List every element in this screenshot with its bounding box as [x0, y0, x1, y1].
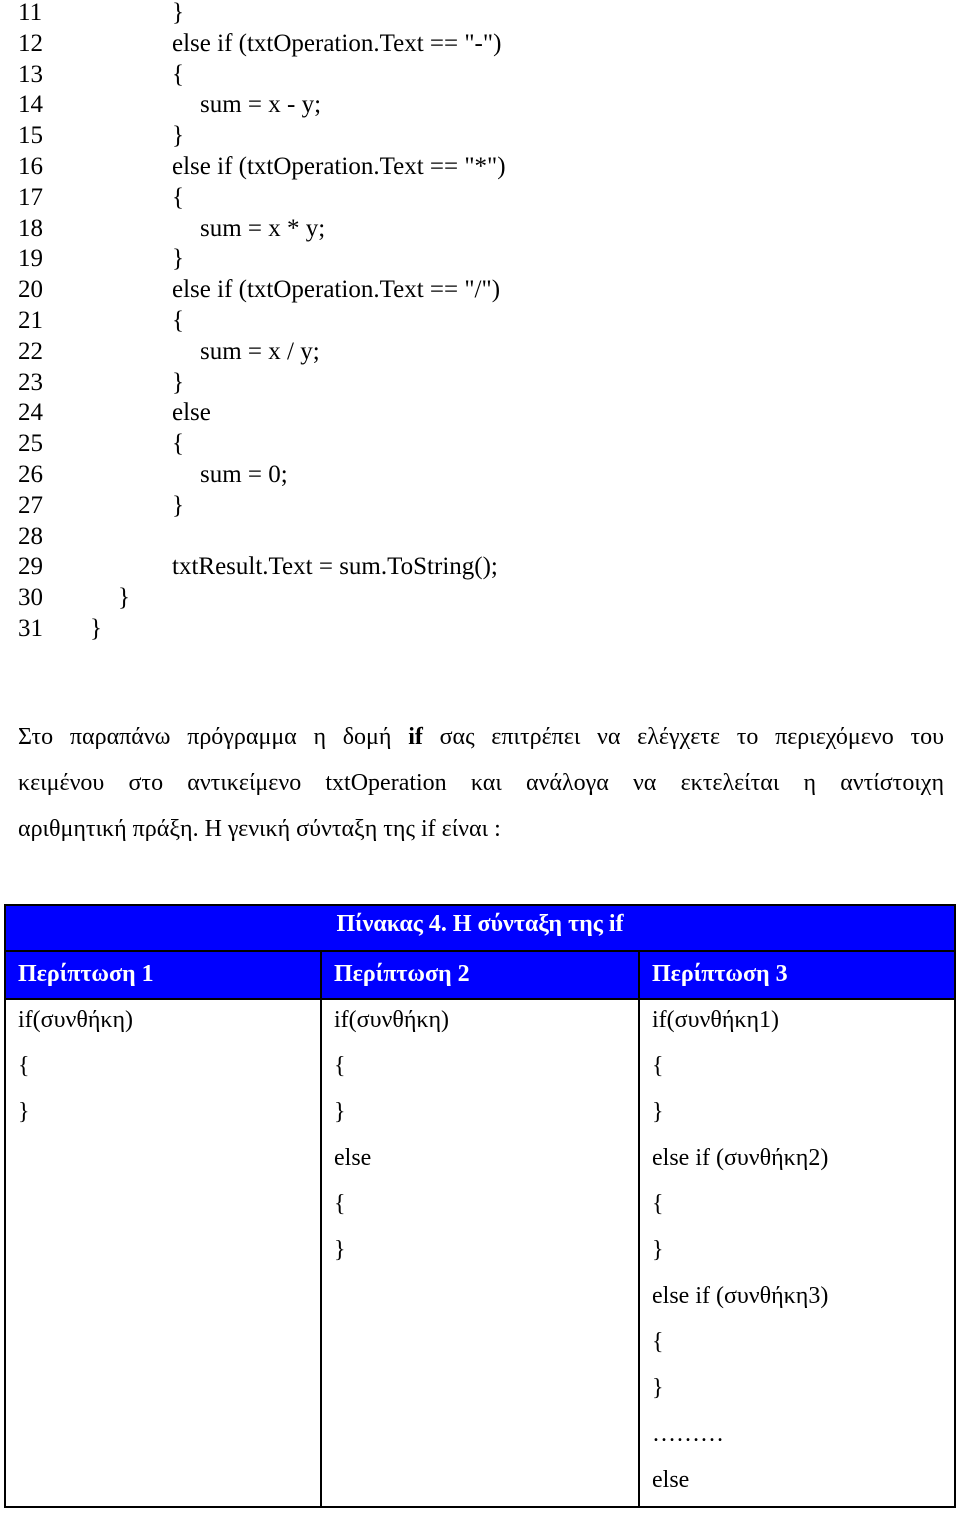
table-caption: Πίνακας 4. Η σύνταξη της if	[6, 906, 954, 952]
code-line	[0, 28, 960, 59]
code-text: }	[172, 368, 184, 396]
paragraph-line-3: αριθμητική πράξη. Η γενική σύνταξη της if είναι :	[18, 816, 501, 842]
line-number: 16	[18, 153, 43, 180]
line-number: 14	[18, 91, 43, 119]
code-line	[0, 336, 960, 367]
code-line	[0, 305, 960, 336]
line-number: 25	[18, 430, 43, 458]
line-number: 27	[18, 491, 43, 519]
code-line	[0, 459, 960, 490]
syntax-line: }	[334, 1237, 346, 1263]
code-line	[0, 182, 960, 213]
syntax-line: {	[18, 1053, 30, 1079]
syntax-line: {	[652, 1053, 664, 1079]
syntax-line: if(συνθήκη1)	[652, 1007, 780, 1033]
syntax-line: {	[334, 1191, 346, 1217]
paragraph-line-2: κειμένου στο αντικείμενο txtOperation και ανάλογα να εκτελείται η αντίστοιχη	[18, 770, 944, 796]
line-number: 24	[18, 399, 43, 427]
syntax-line: else if (συνθήκη3)	[652, 1283, 829, 1309]
code-line	[0, 490, 960, 521]
column-divider	[638, 952, 640, 1506]
syntax-line: if(συνθήκη)	[18, 1007, 134, 1033]
code-text: }	[172, 122, 184, 150]
column-case-1	[6, 1000, 322, 1506]
syntax-line: {	[652, 1329, 664, 1355]
column-divider	[320, 952, 322, 1506]
syntax-line: {	[334, 1053, 346, 1079]
code-line	[0, 551, 960, 582]
code-text: {	[172, 430, 184, 458]
code-line	[0, 213, 960, 244]
line-number: 26	[18, 461, 43, 488]
line-number: 12	[18, 29, 43, 57]
line-number: 30	[18, 584, 43, 612]
syntax-line: }	[652, 1375, 664, 1401]
header-case-3: Περίπτωση 3	[640, 952, 954, 1000]
code-line	[0, 397, 960, 428]
column-case-2	[322, 1000, 640, 1506]
line-number: 15	[18, 122, 43, 150]
syntax-line: ………	[652, 1421, 724, 1447]
code-text: {	[172, 60, 184, 88]
line-number: 13	[18, 60, 43, 88]
code-text: sum = x / y;	[200, 337, 320, 365]
code-text: }	[118, 584, 130, 612]
code-text: else if (txtOperation.Text == "-")	[172, 29, 502, 57]
paragraph-line-1: Στο παραπάνω πρόγραμμα η δομή if σας επιτρέπει να ελέγχετε το περιεχόμενο του	[18, 724, 944, 750]
line-number: 22	[18, 337, 43, 365]
line-number: 18	[18, 214, 43, 242]
code-text: sum = x - y;	[200, 91, 322, 119]
code-line	[0, 89, 960, 120]
syntax-line: if(συνθήκη)	[334, 1007, 450, 1033]
syntax-line: }	[652, 1237, 664, 1263]
line-number: 23	[18, 368, 43, 396]
code-text: {	[172, 183, 184, 211]
code-text: sum = 0;	[200, 461, 288, 488]
syntax-line: }	[334, 1099, 346, 1125]
code-text: }	[172, 0, 184, 26]
code-text: }	[90, 615, 102, 642]
code-line	[0, 613, 960, 644]
line-number: 20	[18, 276, 43, 304]
syntax-line: else	[652, 1467, 690, 1493]
code-line	[0, 59, 960, 90]
explanation-paragraph	[18, 714, 944, 852]
line-number: 28	[18, 522, 43, 550]
code-line	[0, 120, 960, 151]
line-number: 11	[18, 0, 43, 26]
code-text: sum = x * y;	[200, 214, 326, 242]
syntax-line: }	[652, 1099, 664, 1125]
code-text: txtResult.Text = sum.ToString();	[172, 553, 498, 581]
syntax-line: {	[652, 1191, 664, 1217]
code-line	[0, 151, 960, 182]
code-line	[0, 521, 960, 552]
syntax-line: }	[18, 1099, 30, 1125]
code-text: else	[172, 399, 211, 427]
code-text: }	[172, 245, 184, 273]
line-number: 31	[18, 615, 43, 642]
keyword-if: if	[408, 724, 423, 750]
line-number: 21	[18, 307, 43, 334]
code-line	[0, 0, 960, 28]
code-line	[0, 582, 960, 613]
if-syntax-table	[4, 904, 956, 1508]
code-text: else if (txtOperation.Text == "*")	[172, 153, 506, 180]
header-case-2: Περίπτωση 2	[322, 952, 640, 1000]
line-number: 17	[18, 183, 43, 211]
code-text: else if (txtOperation.Text == "/")	[172, 276, 501, 304]
code-text: {	[172, 307, 184, 334]
code-text: }	[172, 491, 184, 519]
code-line	[0, 274, 960, 305]
header-case-1: Περίπτωση 1	[6, 952, 322, 1000]
line-number: 19	[18, 245, 43, 273]
syntax-line: else	[334, 1145, 372, 1171]
line-number: 29	[18, 553, 43, 581]
syntax-line: else if (συνθήκη2)	[652, 1145, 829, 1171]
column-case-3	[640, 1000, 954, 1506]
code-line	[0, 243, 960, 274]
code-line	[0, 367, 960, 398]
code-line	[0, 428, 960, 459]
